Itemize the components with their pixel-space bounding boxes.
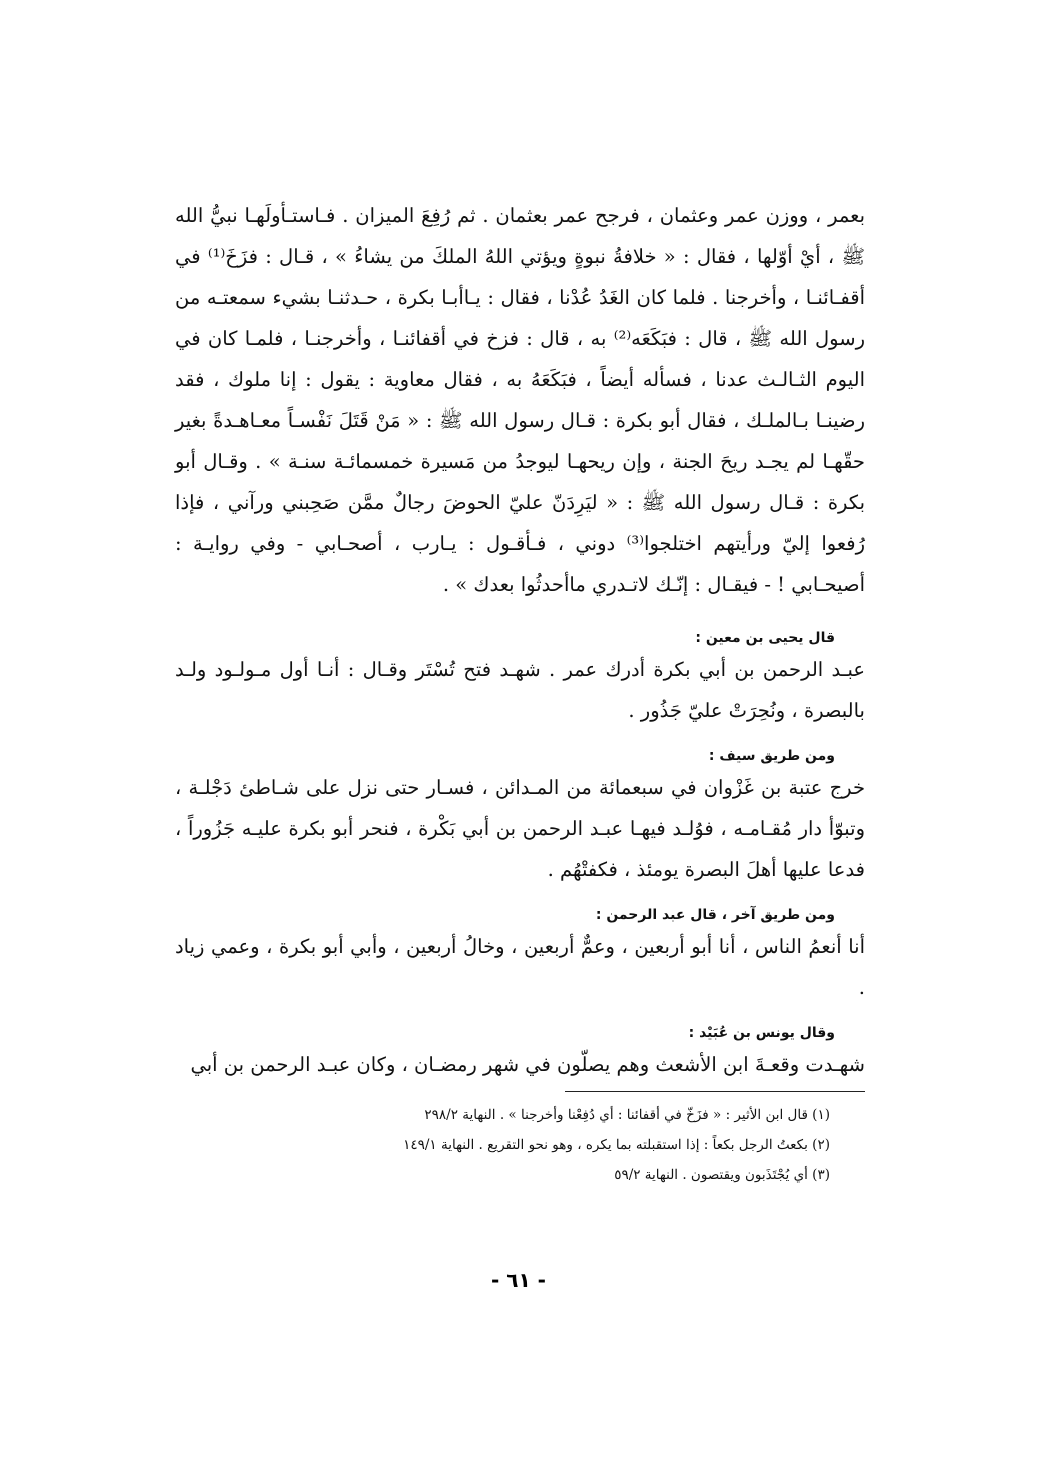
paragraph-1: بعمر ، ووزن عمر وعثمان ، فرجح عمر بعثمان . ثم رُفِعَ الميزان . فـاستـأولَهـا نبيُّ الله ﷺ ، أيْ أوّلها ، فقال : « خلافةُ نبوةٍ ويؤتي اللهُ الملكَ من يشاءُ » ، قـال : فزَخَ⁽¹⁾ في أقفـائنـا ، وأخرجنا . فلما كان الغَدُ عُدْنا ، فقال : يـاأبـا بكرة ، حـدثنـا بشيء سمعتـه من رسول الله ﷺ ، قال : فبَكَعَه⁽²⁾ به ، قال : فزخ في أقفائنـا ، وأخرجنـا ، فلمـا كان في اليوم الثـالـث عدنا ، فسأله أيضاً ، فبَكَعَهُ به ، فقال معاوية : يقول : إنا ملوك ، فقد رضينـا بـالملـك ، فقال أبو بكرة : قـال رسول الله ﷺ : « مَنْ قَتَلَ نَفْسـاً معـاهـدةً بغير حقّهـا لم يجـد ريحَ الجنة ، وإن ريحهـا ليوجدُ من مَسيرة خمسمائـة سنـة » . وقـال أبو بكرة : قـال رسول الله ﷺ : « ليَرِدَنّ عليّ الحوضَ رجالٌ ممَّن صَحِبني ورآني ، فإذا رُفعوا إليّ ورأيتهم اختلجوا⁽³⁾ دوني ، فـأقـول : يـارب ، أصحـابي - وفي روايـة : أصيحـابي ! - فيقـال : إنّـك لاتـدري ماأحدثُوا بعدك » .	[175, 204, 866, 596]
footnote-1: (١) قال ابن الأثير : « فزَخّ في أقفائنا : أي دُفِعْنا وأخرجنا » . النهاية ٢٩٨/٢	[424, 1107, 830, 1123]
paragraph-3: خرج عتبة بن غَزْوان في سبعمائة من المـدائن ، فسـار حتى نزل على شـاطئ دَجْلـة ، وتبوّأ دار مُقـامـه ، فوُلـد فيهـا عبـد الرحمن بن أبي بَكْرة ، فنحر أبو بكرة عليـه جَزُوراً ، فدعا عليها أهلَ البصرة يومئذ ، فكفتْهُم .	[175, 776, 865, 881]
paragraph-2: عبـد الرحمن بن أبي بكرة أدرك عمر . شهـد فتح تُسْتَر وقـال : أنـا أول مـولـود ولـد بالبصرة ، ونُحِرَتْ عليّ جَذُور .	[175, 658, 865, 722]
page-body	[175, 195, 865, 1190]
section-heading-abdulrahman: ومن طريق آخر ، قال عبد الرحمن :	[595, 907, 835, 923]
footnote-2: (٢) بكعتُ الرجل بكعاً : إذا استقبلته بما يكره ، وهو نحو التقريع . النهاية ١٤٩/١	[403, 1137, 830, 1153]
page-number: - ٦١ -	[491, 1268, 546, 1292]
paragraph-5: شهـدت وقعـةَ ابن الأشعث وهم يصلّون في شهر رمضـان ، وكان عبـد الرحمن بن أبي	[190, 1053, 865, 1076]
section-heading-sayf: ومن طريق سيف :	[708, 748, 835, 764]
footnote-divider	[565, 1091, 865, 1092]
paragraph-4: أنا أنعمُ الناس ، أنا أبو أربعين ، وعمٌّ أربعين ، وخالُ أربعين ، وأبي أبو بكرة ، وعمي زياد .	[175, 935, 865, 999]
section-heading-yunus: وقال يونس بن عُبَيْد :	[688, 1025, 835, 1041]
section-heading-yahya: قال يحيى بن معين :	[695, 630, 835, 646]
footnote-3: (٣) أي يُجْتَذَبون ويقتصون . النهاية ٥٩/٢	[614, 1167, 830, 1183]
